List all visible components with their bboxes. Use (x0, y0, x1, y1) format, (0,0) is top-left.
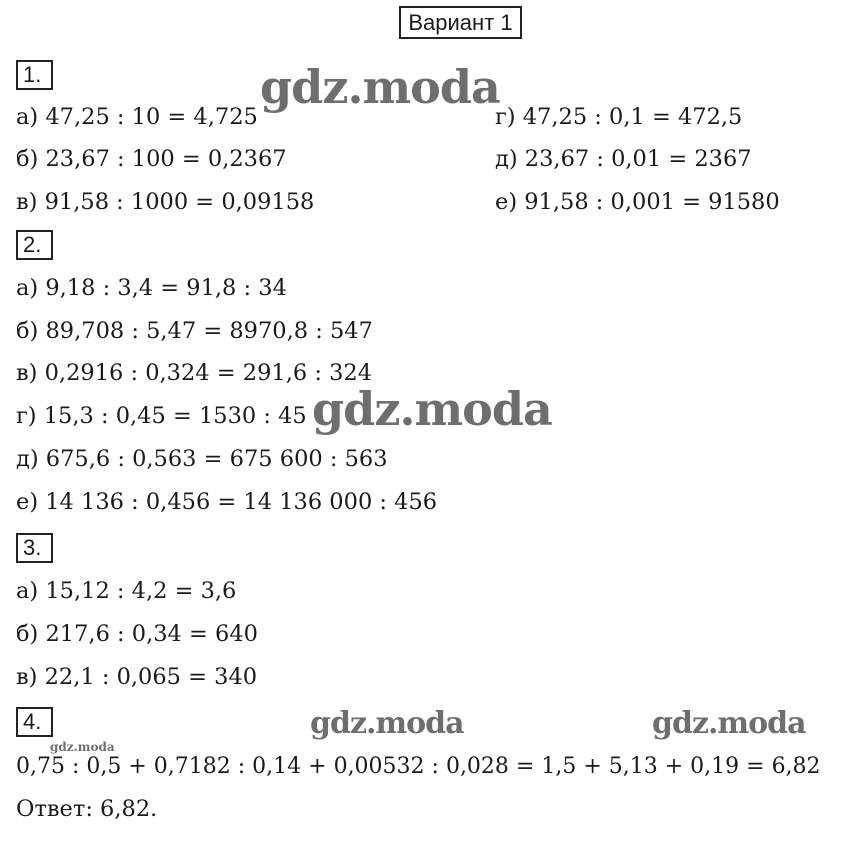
task1-item-g: г) 47,25 : 0,1 = 472,5 (495, 104, 743, 130)
task3-item-a: а) 15,12 : 4,2 = 3,6 (16, 578, 237, 604)
task3-item-v: в) 22,1 : 0,065 = 340 (16, 664, 258, 690)
task-number-3: 3. (16, 533, 53, 563)
task-number-1: 1. (16, 60, 53, 90)
task4-expression: 0,75 : 0,5 + 0,7182 : 0,14 + 0,00532 : 0,028 = 1,5 + 5,13 + 0,19 = 6,82 (16, 754, 821, 779)
task2-item-b: б) 89,708 : 5,47 = 8970,8 : 547 (16, 318, 373, 344)
task3-item-b: б) 217,6 : 0,34 = 640 (16, 621, 258, 647)
task2-item-a: а) 9,18 : 3,4 = 91,8 : 34 (16, 275, 287, 301)
watermark-logo: gdz.moda (652, 706, 806, 741)
task2-item-d: д) 675,6 : 0,563 = 675 600 : 563 (16, 446, 388, 472)
task2-item-v: в) 0,2916 : 0,324 = 291,6 : 324 (16, 360, 373, 386)
task-number-4: 4. (16, 707, 53, 737)
watermark-logo: gdz.moda (50, 740, 115, 754)
task1-item-v: в) 91,58 : 1000 = 0,09158 (16, 189, 315, 215)
watermark-logo: gdz.moda (310, 706, 464, 741)
task-number-2: 2. (16, 230, 53, 260)
variant-title: Вариант 1 (399, 6, 522, 39)
task1-item-e: е) 91,58 : 0,001 = 91580 (495, 189, 780, 215)
watermark-logo: gdz.moda (260, 60, 500, 114)
task1-item-d: д) 23,67 : 0,01 = 2367 (495, 146, 752, 172)
task2-item-e: е) 14 136 : 0,456 = 14 136 000 : 456 (16, 489, 438, 515)
task1-item-a: а) 47,25 : 10 = 4,725 (16, 104, 258, 130)
task1-item-b: б) 23,67 : 100 = 0,2367 (16, 146, 287, 172)
watermark-logo: gdz.moda (312, 382, 552, 436)
task4-answer: Ответ: 6,82. (16, 796, 158, 822)
task2-item-g: г) 15,3 : 0,45 = 1530 : 45 (16, 403, 307, 429)
